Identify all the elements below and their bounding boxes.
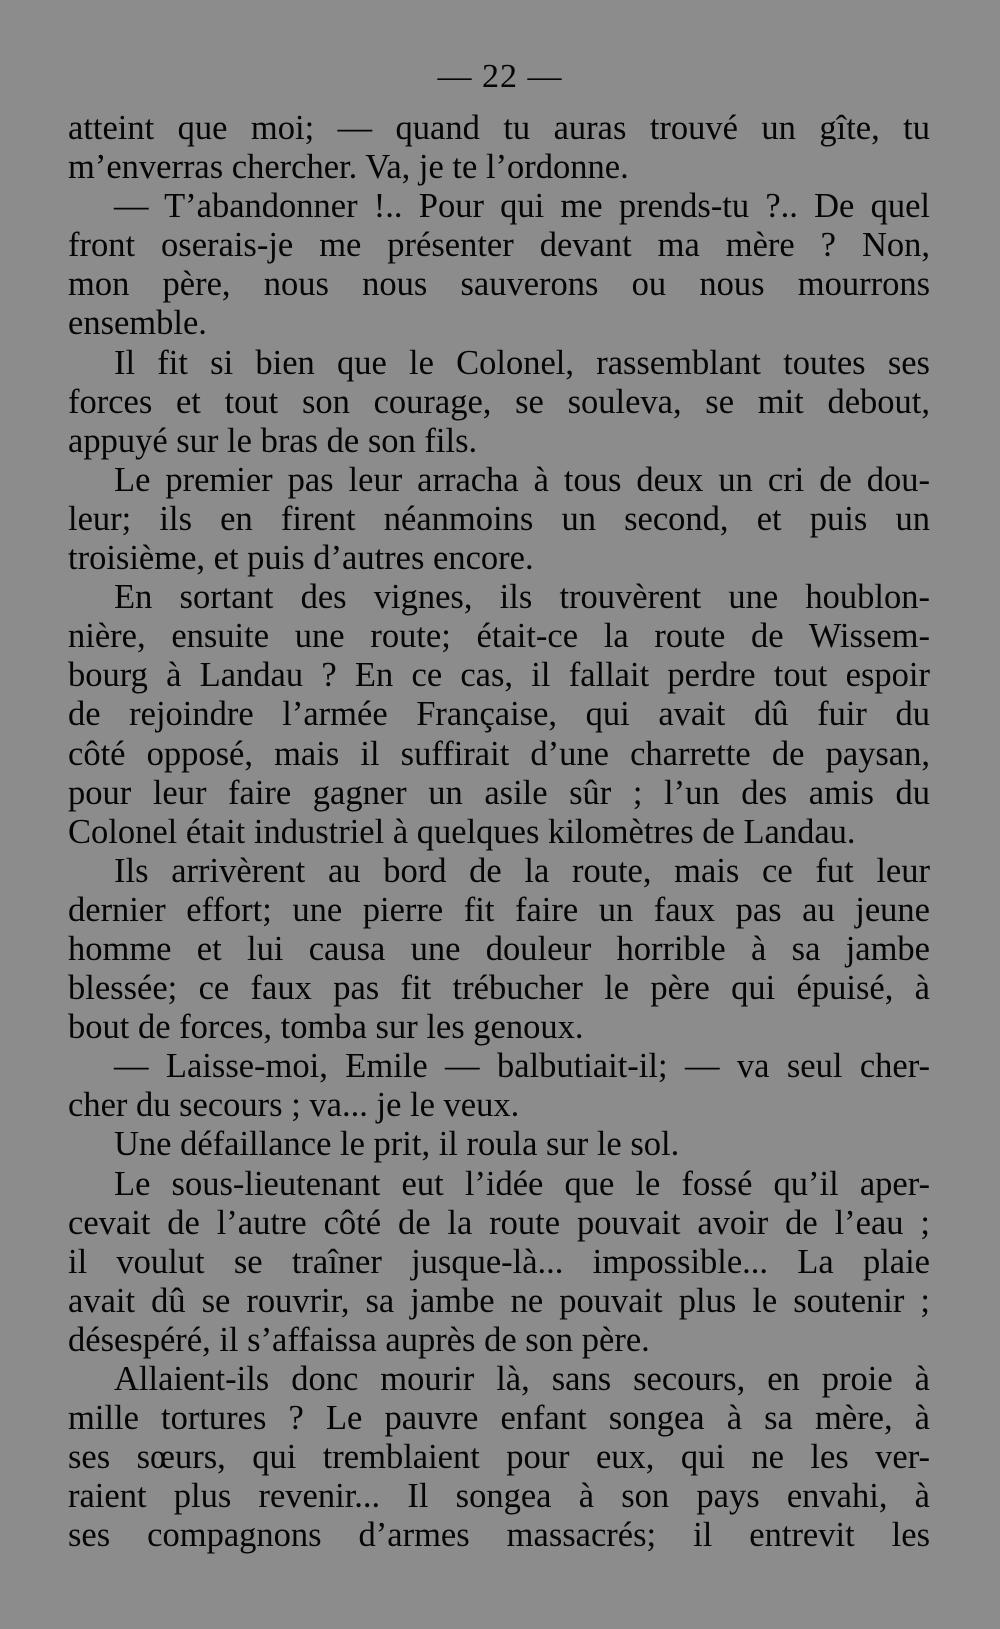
text-line: Colonel était industriel à quelques kilomètres de Landau. xyxy=(68,812,856,851)
text-line: nière, ensuite une route; était-ce la route de Wissem- xyxy=(68,617,930,656)
text-line: cher du secours ; va... je le veux. xyxy=(68,1086,520,1125)
text-line: Ils arrivèrent au bord de la route, mais ce fut leur xyxy=(114,851,930,890)
text-line: de rejoindre l’armée Française, qui avait dû fuir du xyxy=(68,695,930,734)
text-line: Le premier pas leur arracha à tous deux un cri de dou- xyxy=(114,460,930,499)
text-line: homme et lui causa une douleur horrible à sa jambe xyxy=(68,929,930,968)
text-line: atteint que moi; — quand tu auras trouvé un gîte, tu xyxy=(68,109,930,147)
text-line: appuyé sur le bras de son fils. xyxy=(68,421,478,460)
text-line: blessée; ce faux pas fit trébucher le père qui épuisé, à xyxy=(68,969,930,1008)
text-line: pour leur faire gagner un asile sûr ; l’un des amis du xyxy=(68,773,930,812)
text-line: ses compagnons d’armes massacrés; il entrevit les xyxy=(68,1516,930,1555)
text-line: En sortant des vignes, ils trouvèrent une houblon- xyxy=(114,578,930,617)
page-number: — 22 — xyxy=(437,58,563,95)
text-line: ensemble. xyxy=(68,304,207,343)
text-line: — Laisse-moi, Emile — balbutiait-il; — va seul cher- xyxy=(114,1047,930,1086)
text-line: leur; ils en firent néanmoins un second, et puis un xyxy=(68,499,930,538)
text-line: troisième, et puis d’autres encore. xyxy=(68,539,534,578)
text-line: mon père, nous nous sauverons ou nous mourrons xyxy=(68,265,930,304)
text-line: forces et tout son courage, se souleva, se mit debout, xyxy=(68,382,930,421)
text-line: il voulut se traîner jusque-là... impossible... La plaie xyxy=(68,1242,930,1281)
text-line: ses sœurs, qui tremblaient pour eux, qui ne les ver- xyxy=(68,1438,930,1477)
text-line: cevait de l’autre côté de la route pouvait avoir de l’eau ; xyxy=(68,1203,930,1242)
text-line: raient plus revenir... Il songea à son pays envahi, à xyxy=(68,1477,930,1516)
text-line: front oserais-je me présenter devant ma mère ? Non, xyxy=(68,226,930,265)
text-line: m’enverras chercher. Va, je te l’ordonne. xyxy=(68,148,629,187)
body-text xyxy=(68,109,930,1555)
text-line: Une défaillance le prit, il roula sur le sol. xyxy=(114,1125,680,1164)
text-line: dernier effort; une pierre fit faire un faux pas au jeune xyxy=(68,890,930,929)
text-line: bout de forces, tomba sur les genoux. xyxy=(68,1008,584,1047)
text-line: Le sous-lieutenant eut l’idée que le fossé qu’il aper- xyxy=(114,1164,930,1203)
text-line: — T’abandonner !.. Pour qui me prends-tu ?.. De quel xyxy=(114,187,930,226)
text-line: mille tortures ? Le pauvre enfant songea à sa mère, à xyxy=(68,1399,930,1438)
text-line: Allaient-ils donc mourir là, sans secours, en proie à xyxy=(114,1360,930,1398)
text-line: bourg à Landau ? En ce cas, il fallait perdre tout espoir xyxy=(68,656,930,695)
text-line: côté opposé, mais il suffirait d’une charrette de paysan, xyxy=(68,734,930,773)
text-line: désespéré, il s’affaissa auprès de son père. xyxy=(68,1320,650,1359)
text-line: avait dû se rouvrir, sa jambe ne pouvait plus le soutenir ; xyxy=(68,1281,930,1320)
text-line: Il fit si bien que le Colonel, rassemblant toutes ses xyxy=(114,343,930,382)
